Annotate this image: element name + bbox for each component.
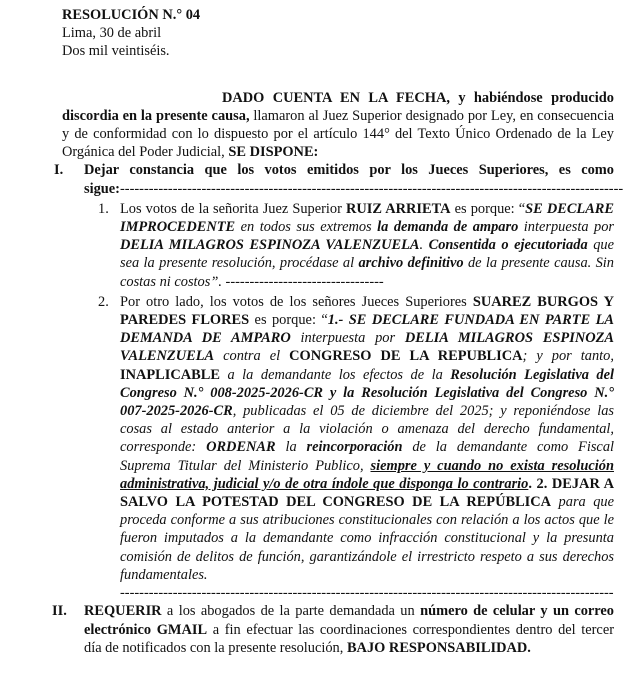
section-ii (52, 602, 615, 657)
se-dispone: SE DISPONE: (224, 144, 319, 161)
section-i-heading: Dejar constancia que los votos emitidos por los Jueces Superiores, es como sigue:--------------------------------------------------------------------------------------------------------- (84, 162, 624, 197)
intro-text: llamaron al Juez Superior designado por Ley, en consecuencia y de conformidad con lo dispuesto por el artículo 144° del Texto Único Ordenado de la Ley Orgánica del Poder Judicial, (62, 107, 614, 161)
intro-lead: DADO CUENTA EN LA FECHA, y habiéndose producido discordia en la presente causa, (62, 89, 614, 124)
resolution-title: RESOLUCIÓN N.° 04 (62, 7, 201, 23)
vote-item-2: 2. Por otro lado, los votos de los señores Jueces Superiores SUAREZ BURGOS Y PAREDES FLORES es porque: “1.- SE DECLARE FUNDADA EN PARTE LA DEMANDA DE AMPARO interpuesta por DELIA MILAGROS ESPINOZA VALENZUELA contra el CONGRESO DE LA REPUBLICA; y por tanto, INAPLICABLE a la demandante los efectos de la Resolución Legislativa del Congreso N.° 008-2025-2026-CR y la Resolución Legislativa del Congreso N.° 007-2025-2026-CR, publicadas el 05 de diciembre del 2025; y reponiéndose las cosas al estado anterior a la violación o amenaza del derecho fundamental, corresponde: ORDENAR la reincorporación de la demandante como Fiscal Suprema Titular del Ministerio Publico, siempre y cuando no exista resolución administrativa, judicial y/o de otra índole que disponga lo contrario. 2. DEJAR A SALVO LA POTESTAD DEL CONGRESO DE LA REPÚBLICA para que proceda conforme a sus atribuciones constitucionales con relación a los actos que le fueron imputados a la demandante como infracción constitucional y la presunta comisión de delitos de función, garantizándole el irrestricto respeto a sus derechos fundamentales. ------------------------------------------------------------------------------------------------------- (98, 293, 615, 602)
vote-item-1-number: 1. (98, 200, 109, 217)
section-i (54, 161, 624, 602)
judge-ruiz-arrieta: RUIZ ARRIETA (345, 200, 451, 217)
section-ii-text: REQUERIR a los abogados de la parte demandada un número de celular y un correo electrónico GMAIL a fin efectuar las coordinaciones correspondientes dentro del tercer día de notificados con la presente resolución, BAJO RESPONSABILIDAD. (84, 603, 615, 656)
intro-paragraph (62, 89, 614, 162)
year-line: Dos mil veintiséis. (62, 43, 170, 60)
section-i-dashes: --------------------------------------------------------------------------------------------------------- (119, 180, 624, 197)
vote-item-2-number: 2. (98, 293, 109, 310)
judges-suarez-paredes: SUAREZ BURGOS Y PAREDES FLORES (120, 293, 614, 329)
document-header (62, 6, 614, 61)
votes-list (80, 200, 614, 602)
vote-item-2-dashes: ------------------------------------------------------------------------------------------------------- (120, 585, 614, 602)
section-ii-number: II. (52, 603, 67, 620)
vote-item-1: 1. Los votos de la señorita Juez Superior RUIZ ARRIETA es porque: “SE DECLARE IMPROCEDENTE en todos sus extremos la demanda de amparo interpuesta por DELIA MILAGROS ESPINOZA VALENZUELA. Consentida o ejecutoriada que sea la presente resolución, procédase al archivo definitivo de la presente causa. Sin costas ni costos”. --------------------------------- (98, 200, 614, 290)
date-line: Lima, 30 de abril (62, 25, 162, 42)
section-i-number: I. (54, 162, 64, 179)
